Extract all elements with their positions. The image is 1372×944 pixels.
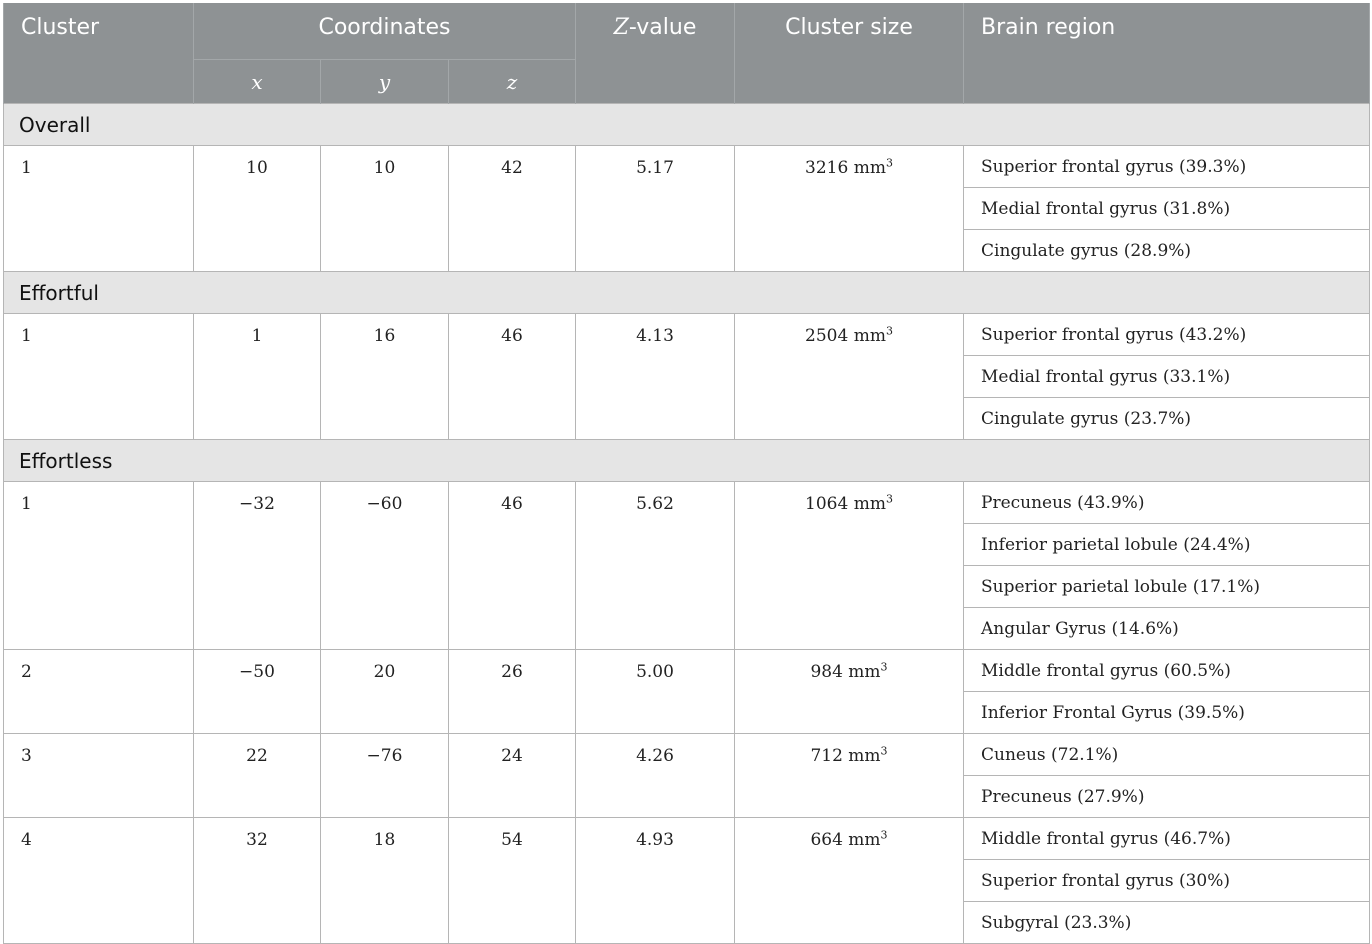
cluster-size-value: 2504 mm [805, 326, 886, 346]
cluster-id-cell: 1 [4, 482, 194, 650]
table-row [4, 818, 1370, 860]
brain-region-cell: Superior frontal gyrus (30%) [964, 860, 1370, 902]
coord-z-cell: 46 [449, 482, 576, 650]
brain-region-cell: Middle frontal gyrus (60.5%) [964, 650, 1370, 692]
coord-y-cell: 18 [321, 818, 449, 944]
brain-region-cell: Subgyral (23.3%) [964, 902, 1370, 944]
header-cluster: Cluster [4, 3, 194, 104]
header-z-value [576, 3, 735, 104]
cluster-size-cell [735, 314, 964, 440]
coord-z-cell: 42 [449, 146, 576, 272]
cluster-size-exponent: 3 [885, 156, 893, 170]
cluster-id-cell: 1 [4, 314, 194, 440]
table-row [4, 146, 1370, 188]
brain-region-cell: Superior frontal gyrus (39.3%) [964, 146, 1370, 188]
coord-y-cell: −76 [321, 734, 449, 818]
cluster-size-exponent: 3 [885, 492, 893, 506]
header-y: y [321, 60, 449, 104]
group-row [4, 440, 1370, 482]
table-body [4, 104, 1370, 944]
brain-region-cell: Cuneus (72.1%) [964, 734, 1370, 776]
coord-y-cell: −60 [321, 482, 449, 650]
header-x: x [194, 60, 321, 104]
coord-z-cell: 46 [449, 314, 576, 440]
cluster-size-value: 712 mm [810, 746, 881, 766]
coord-x-cell: 1 [194, 314, 321, 440]
brain-region-cell: Cingulate gyrus (28.9%) [964, 230, 1370, 272]
cluster-size-exponent: 3 [880, 828, 888, 842]
cluster-id-cell: 1 [4, 146, 194, 272]
brain-region-cell: Middle frontal gyrus (46.7%) [964, 818, 1370, 860]
brain-region-cell: Superior frontal gyrus (43.2%) [964, 314, 1370, 356]
coord-z-cell: 26 [449, 650, 576, 734]
cluster-id-cell: 2 [4, 650, 194, 734]
header-z: z [449, 60, 576, 104]
cluster-id-cell: 4 [4, 818, 194, 944]
coord-z-cell: 24 [449, 734, 576, 818]
z-value-cell: 4.13 [576, 314, 735, 440]
coord-x-cell: 10 [194, 146, 321, 272]
cluster-size-exponent: 3 [880, 744, 888, 758]
cluster-size-exponent: 3 [885, 324, 893, 338]
coord-y-cell: 16 [321, 314, 449, 440]
header-brain-region: Brain region [964, 3, 1370, 104]
group-label: Effortful [4, 272, 1370, 314]
table-header [4, 3, 1370, 104]
cluster-size-value: 664 mm [810, 830, 881, 850]
header-cluster-size: Cluster size [735, 3, 964, 104]
group-label: Effortless [4, 440, 1370, 482]
cluster-size-cell [735, 818, 964, 944]
coord-x-cell: −50 [194, 650, 321, 734]
brain-region-cell: Precuneus (27.9%) [964, 776, 1370, 818]
brain-region-cell: Inferior parietal lobule (24.4%) [964, 524, 1370, 566]
results-table [3, 3, 1370, 944]
cluster-size-cell [735, 650, 964, 734]
group-label: Overall [4, 104, 1370, 146]
coord-z-cell: 54 [449, 818, 576, 944]
coord-x-cell: 22 [194, 734, 321, 818]
table-row [4, 482, 1370, 524]
header-z-letter: Z [613, 15, 629, 40]
z-value-cell: 5.00 [576, 650, 735, 734]
brain-region-cell: Inferior Frontal Gyrus (39.5%) [964, 692, 1370, 734]
table-row [4, 314, 1370, 356]
cluster-size-value: 984 mm [810, 662, 881, 682]
brain-region-cell: Angular Gyrus (14.6%) [964, 608, 1370, 650]
cluster-size-cell [735, 146, 964, 272]
cluster-size-value: 1064 mm [805, 494, 886, 514]
coord-x-cell: 32 [194, 818, 321, 944]
coord-x-cell: −32 [194, 482, 321, 650]
z-value-cell: 4.26 [576, 734, 735, 818]
cluster-size-value: 3216 mm [805, 158, 886, 178]
cluster-size-exponent: 3 [880, 660, 888, 674]
header-coordinates: Coordinates [194, 3, 576, 60]
brain-region-cell: Precuneus (43.9%) [964, 482, 1370, 524]
coord-y-cell: 20 [321, 650, 449, 734]
cluster-size-cell [735, 482, 964, 650]
cluster-id-cell: 3 [4, 734, 194, 818]
z-value-cell: 5.62 [576, 482, 735, 650]
table-row [4, 650, 1370, 692]
brain-region-cell: Medial frontal gyrus (31.8%) [964, 188, 1370, 230]
group-row [4, 104, 1370, 146]
header-z-suffix: -value [628, 15, 697, 40]
brain-region-cell: Cingulate gyrus (23.7%) [964, 398, 1370, 440]
group-row [4, 272, 1370, 314]
coord-y-cell: 10 [321, 146, 449, 272]
brain-region-cell: Superior parietal lobule (17.1%) [964, 566, 1370, 608]
cluster-size-cell [735, 734, 964, 818]
table-row [4, 734, 1370, 776]
z-value-cell: 4.93 [576, 818, 735, 944]
z-value-cell: 5.17 [576, 146, 735, 272]
brain-region-cell: Medial frontal gyrus (33.1%) [964, 356, 1370, 398]
